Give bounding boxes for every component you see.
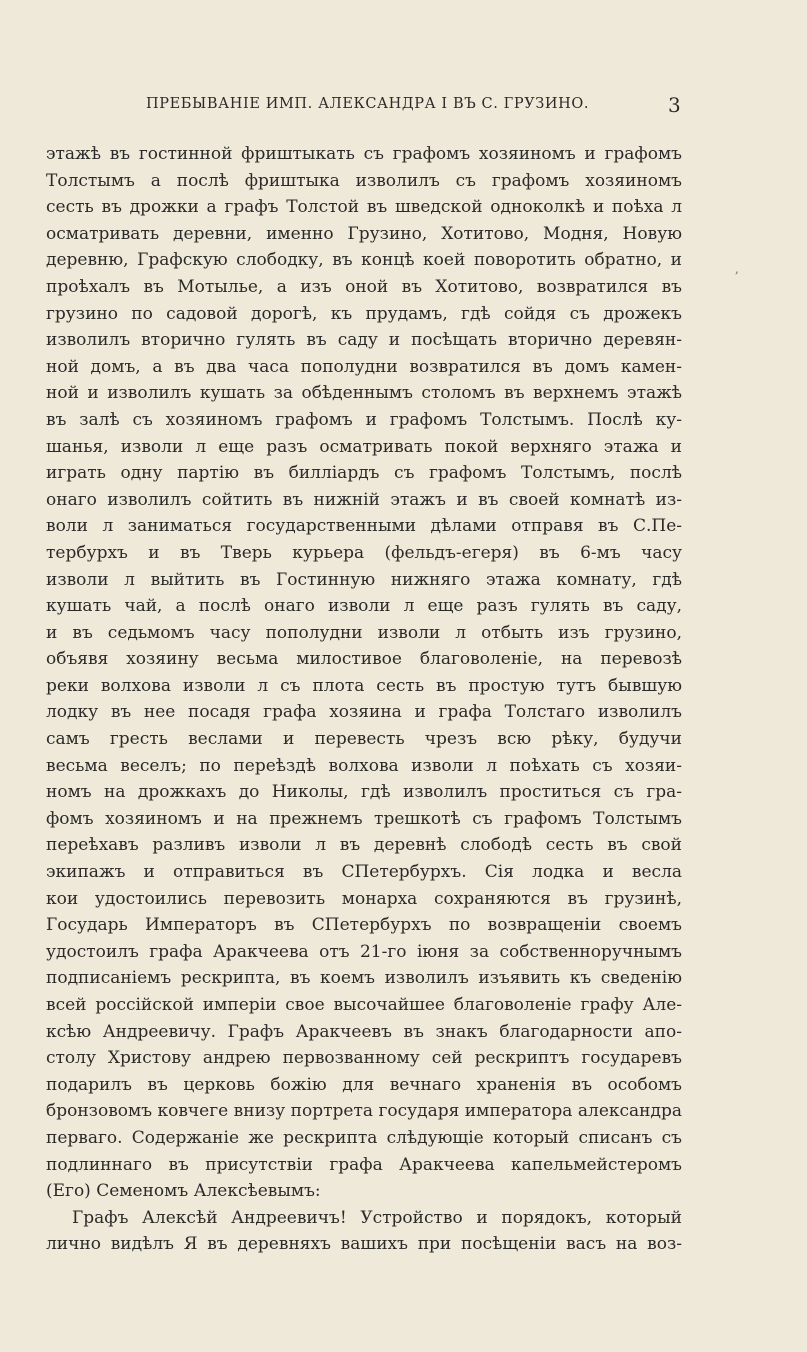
running-title: ПРЕБЫВАНІЕ ИМП. АЛЕКСАНДРА I ВЪ С. ГРУЗИНО. bbox=[146, 96, 590, 112]
text-line: объявя хозяину весьма милостивое благоволеніе, на перевозѣ bbox=[46, 649, 682, 670]
text-line: перваго. Содержаніе же рескрипта слѣдующіе который списанъ съ bbox=[46, 1127, 682, 1148]
text-line: (Его) Семеномъ Алексѣевымъ: bbox=[46, 1181, 321, 1202]
running-head bbox=[0, 93, 807, 120]
page-number: 3 bbox=[668, 93, 681, 117]
text-line: въ залѣ съ хозяиномъ графомъ и графомъ Толстымъ. Послѣ ку- bbox=[46, 409, 682, 430]
text-line: ной домъ, а въ два часа пополудни возвратился въ домъ камен- bbox=[46, 356, 682, 377]
text-line: подлиннаго въ присутствіи графа Аракчеева капельмейстеромъ bbox=[46, 1154, 682, 1175]
text-line: сесть въ дрожки а графъ Толстой въ шведской одноколкѣ и поѣха л bbox=[46, 197, 682, 218]
text-line: шанья, изволи л еще разъ осматривать покой верхняго этажа и bbox=[46, 436, 682, 457]
text-line: онаго изволилъ сойтить въ нижній этажъ и въ своей комнатѣ из- bbox=[46, 489, 682, 510]
text-line: осматривать деревни, именно Грузино, Хотитово, Модня, Новую bbox=[46, 223, 682, 244]
body-text bbox=[46, 141, 682, 1258]
text-line: изволи л выйтить въ Гостинную нижняго этажа комнату, гдѣ bbox=[46, 569, 682, 590]
text-line: грузино по садовой дорогѣ, къ прудамъ, гдѣ сойдя съ дрожекъ bbox=[46, 303, 682, 324]
text-line: ной и изволилъ кушать за обѣденнымъ столомъ въ верхнемъ этажѣ bbox=[46, 383, 682, 404]
text-line: удостоилъ графа Аракчеева отъ 21-го іюня за собственноручнымъ bbox=[46, 941, 682, 962]
text-line: изволилъ вторично гулять въ саду и посѣщать вторично деревян- bbox=[46, 330, 682, 351]
text-line: воли л заниматься государственными дѣлами отправя въ С.Пе- bbox=[46, 516, 682, 537]
text-line: ксѣю Андреевичу. Графъ Аракчеевъ въ знакъ благодарности апо- bbox=[46, 1021, 682, 1042]
margin-mark: , bbox=[735, 262, 739, 276]
text-line: тербурхъ и въ Тверь курьера (фельдъ-егеря) въ 6-мъ часу bbox=[46, 542, 682, 563]
text-line: Государь Императоръ въ СПетербурхъ по возвращеніи своемъ bbox=[46, 915, 682, 936]
text-line: номъ на дрожкахъ до Николы, гдѣ изволилъ проститься съ гра- bbox=[46, 782, 682, 803]
text-line: самъ гресть веслами и перевесть чрезъ всю рѣку, будучи bbox=[46, 729, 682, 750]
text-line: Графъ Алексѣй Андреевичъ! Устройство и порядокъ, который bbox=[72, 1207, 682, 1228]
text-line: всей россійской имперіи свое высочайшее благоволеніе графу Але- bbox=[46, 995, 682, 1015]
text-line: играть одну партію въ билліардъ съ графомъ Толстымъ, послѣ bbox=[46, 463, 682, 484]
text-line: экипажъ и отправиться въ СПетербурхъ. Сія лодка и весла bbox=[46, 862, 682, 883]
text-line: переѣхавъ разливъ изволи л въ деревнѣ слободѣ сесть въ свой bbox=[46, 835, 682, 856]
text-line: фомъ хозяиномъ и на прежнемъ трешкотѣ съ графомъ Толстымъ bbox=[46, 808, 682, 829]
text-line: лично видѣлъ Я въ деревняхъ вашихъ при посѣщеніи васъ на воз- bbox=[46, 1234, 682, 1255]
text-line: деревню, Графскую слободку, въ концѣ коей поворотить обратно, и bbox=[46, 250, 682, 271]
text-line: и въ седьмомъ часу пополудни изволи л отбыть изъ грузино, bbox=[46, 622, 682, 643]
text-line: реки волхова изволи л съ плота сесть въ простую тутъ бывшую bbox=[46, 675, 682, 696]
text-line: кои удостоились перевозить монарха сохраняются въ грузинѣ, bbox=[46, 888, 682, 909]
text-line: кушать чай, а послѣ онаго изволи л еще разъ гулять въ саду, bbox=[46, 596, 682, 617]
text-line: весьма веселъ; по переѣздѣ волхова изволи л поѣхать съ хозяи- bbox=[46, 755, 682, 776]
text-line: бронзовомъ ковчеге внизу портрета государя императора александра bbox=[46, 1101, 682, 1122]
text-line: проѣхалъ въ Мотылье, а изъ оной въ Хотитово, возвратился въ bbox=[46, 276, 682, 297]
text-line: этажѣ въ гостинной фриштыкать съ графомъ хозяиномъ и графомъ bbox=[46, 144, 682, 164]
text-line: подарилъ въ церковь божію для вечнаго храненія въ особомъ bbox=[46, 1074, 682, 1095]
text-line: лодку въ нее посадя графа хозяина и графа Толстаго изволилъ bbox=[46, 702, 682, 723]
text-line: столу Христову андрею первозванному сей рескриптъ государевъ bbox=[46, 1048, 682, 1069]
text-line: Толстымъ а послѣ фриштыка изволилъ съ графомъ хозяиномъ bbox=[46, 170, 682, 191]
text-line: подписаніемъ рескрипта, въ коемъ изволилъ изъявить къ сведенію bbox=[46, 968, 682, 989]
